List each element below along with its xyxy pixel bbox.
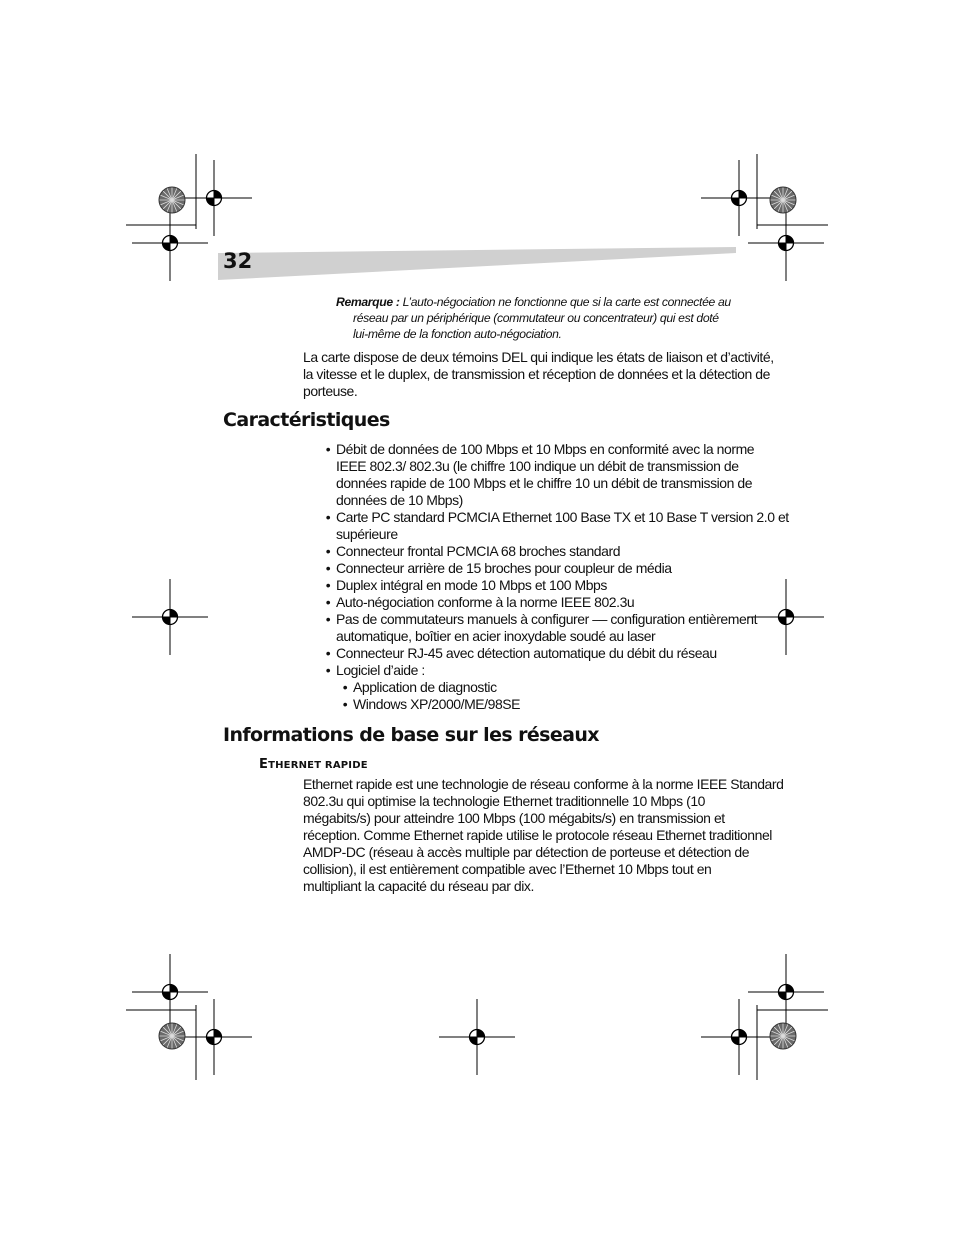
feature-text: données rapide de 100 Mbps et le chiffre 10 un débit de transmission de [336,475,753,491]
bullet-icon: • [325,611,331,627]
paragraph-line: mégabits/s) pour atteindre 100 Mbps (100 mégabits/s) en transmission et [303,810,725,826]
paragraph-line: multipliant la capacité du réseau par dix. [303,878,534,894]
paragraph-line: porteuse. [303,383,358,399]
note-line: réseau par un périphérique (commutateur ou concentrateur) qui est doté [353,311,719,325]
intro-paragraph [303,349,774,400]
feature-sub-text: Windows XP/2000/ME/98SE [353,696,521,712]
note-label: Remarque : [336,295,400,309]
section-heading-features: Caractéristiques [223,409,390,431]
bullet-icon: • [325,560,331,576]
feature-text: automatique, boîtier en acier inoxydable soudé au laser [336,628,656,644]
paragraph-line: La carte dispose de deux témoins DEL qui indique les états de liaison et d’activité, [303,349,774,365]
bullet-icon: • [325,645,331,661]
paragraph-line: collision), il est entièrement compatible avec l’Ethernet 10 Mbps tout en [303,861,712,877]
bullet-icon: • [325,662,331,678]
feature-text: IEEE 802.3/ 802.3u (le chiffre 100 indique un débit de transmission de [336,458,739,474]
paragraph-line: Ethernet rapide est une technologie de réseau conforme à la norme IEEE Standard [303,776,784,792]
feature-text: Connecteur frontal PCMCIA 68 broches standard [336,543,621,559]
bullet-icon: • [325,543,331,559]
subheading-ethernet-rapide [259,756,368,774]
paragraph-line: réception. Comme Ethernet rapide utilise le protocole réseau Ethernet traditionnel [303,827,772,843]
feature-text: Connecteur arrière de 15 broches pour coupleur de média [336,560,672,576]
bullet-icon: • [325,594,331,610]
feature-sub-text: Application de diagnostic [353,679,497,695]
page-number: 32 [223,249,253,273]
note-block [336,294,731,342]
feature-text: supérieure [336,526,398,542]
header-bar [218,247,736,280]
note-text: L’auto-négociation ne fonctionne que si la carte est connectée au [399,295,731,309]
bullet-icon: • [325,577,331,593]
paragraph-line: 802.3u qui optimise la technologie Ethernet traditionnelle 10 Mbps (10 [303,793,706,809]
feature-text: Pas de commutateurs manuels à configurer –– configuration entièrement [336,611,758,627]
subheading-initial: E [259,757,269,772]
bullet-icon: • [325,509,331,525]
bullet-icon: • [342,679,348,695]
ethernet-paragraph [303,776,783,895]
feature-text: Duplex intégral en mode 10 Mbps et 100 Mbps [336,577,607,593]
feature-text: Logiciel d’aide : [336,662,425,678]
paragraph-line: la vitesse et le duplex, de transmission et réception de données et la détection de [303,366,770,382]
feature-text: Carte PC standard PCMCIA Ethernet 100 Base TX et 10 Base T version 2.0 et [336,509,789,525]
note-line [336,294,731,310]
paragraph-line: AMDP-DC (réseau à accès multiple par détection de porteuse et détection de [303,844,750,860]
subheading-rest: THERNET RAPIDE [268,760,368,771]
feature-text: Débit de données de 100 Mbps et 10 Mbps en conformité avec la norme [336,441,755,457]
section-heading-network: Informations de base sur les réseaux [223,724,599,746]
feature-text: données de 10 Mbps) [336,492,463,508]
bullet-icon: • [342,696,348,712]
bullet-icon: • [325,441,331,457]
note-line: lui-même de la fonction auto-négociation. [353,327,562,341]
feature-text: Connecteur RJ-45 avec détection automatique du débit du réseau [336,645,717,661]
feature-text: Auto-négociation conforme à la norme IEEE 802.3u [336,594,635,610]
